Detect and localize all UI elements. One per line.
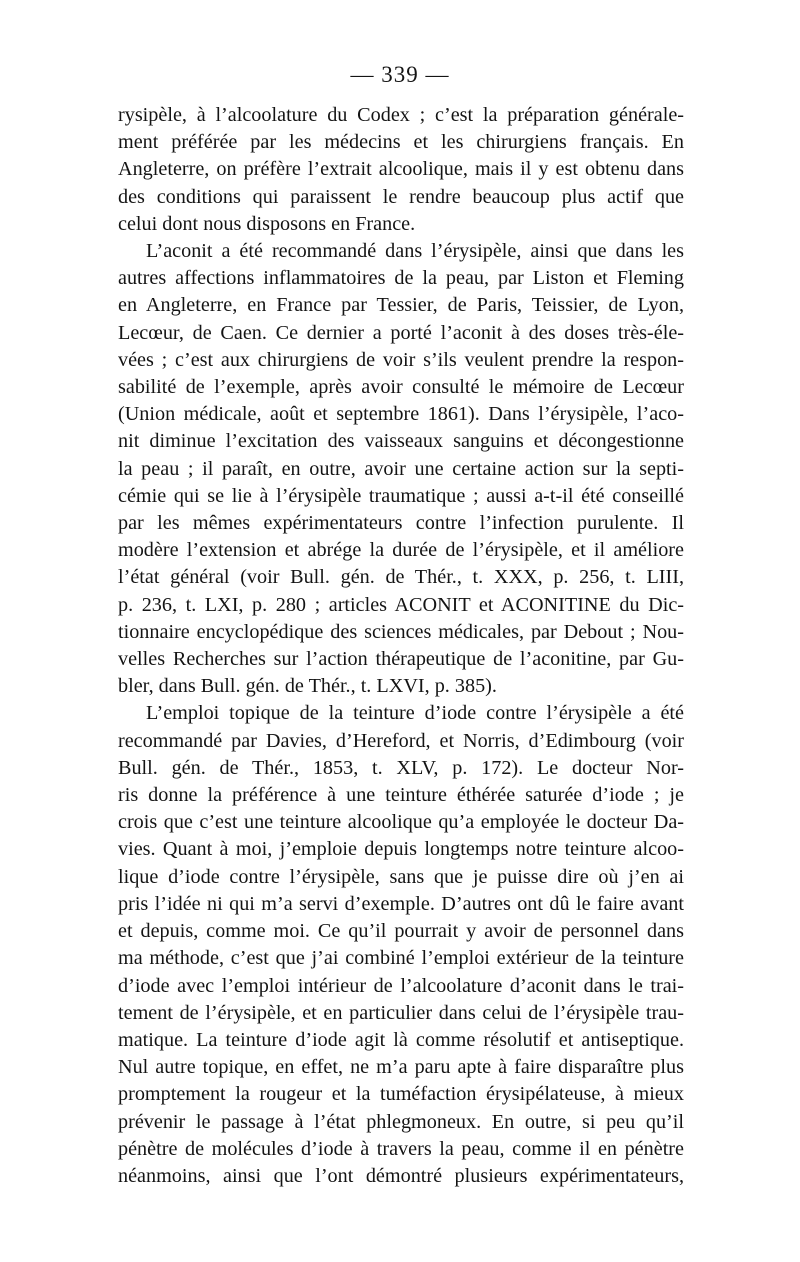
text-line: ment préférée par les médecins et les chirurgiens français. En (118, 131, 684, 154)
text-line: celui dont nous disposons en France. (118, 212, 416, 235)
text-line: vées ; c’est aux chirurgiens de voir s’ils veulent prendre la respon- (118, 348, 684, 371)
text-line: lique d’iode contre l’érysipèle, sans que je puisse dire où j’en ai (118, 865, 684, 888)
text-line: d’iode avec l’emploi intérieur de l’alcoolature d’aconit dans le trai- (118, 974, 684, 997)
text-line: la peau ; il paraît, en outre, avoir une certaine action sur la septi- (118, 457, 684, 480)
text-line: matique. La teinture d’iode agit là comme résolutif et antiseptique. (118, 1028, 684, 1051)
text-line: recommandé par Davies, d’Hereford, et Norris, d’Edimbourg (voir (118, 729, 684, 752)
text-line: modère l’extension et abrége la durée de l’érysipèle, et il améliore (118, 539, 684, 562)
text-line: l’état général (voir Bull. gén. de Thér., t. XXX, p. 256, t. LIII, (118, 566, 684, 589)
text-line: vies. Quant à moi, j’emploie depuis longtemps notre teinture alcoo- (118, 838, 684, 861)
text-line: tionnaire encyclopédique des sciences médicales, par Debout ; Nou- (118, 620, 684, 643)
text-line: cémie qui se lie à l’érysipèle traumatique ; aussi a-t-il été conseillé (118, 484, 684, 507)
text-line: prévenir le passage à l’état phlegmoneux. En outre, si peu qu’il (118, 1110, 684, 1133)
text-line: sabilité de l’exemple, après avoir consulté le mémoire de Lecœur (118, 376, 684, 399)
text-line: L’emploi topique de la teinture d’iode contre l’érysipèle a été (146, 702, 684, 725)
text-line: des conditions qui paraissent le rendre beaucoup plus actif que (118, 185, 684, 208)
text-line: Angleterre, on préfère l’extrait alcoolique, mais il y est obtenu dans (118, 158, 684, 181)
text-line: néanmoins, ainsi que l’ont démontré plusieurs expérimentateurs, (118, 1164, 684, 1187)
page-number: — 339 — (350, 62, 450, 87)
text-line: velles Recherches sur l’action thérapeutique de l’aconitine, par Gu- (118, 648, 684, 671)
paragraph-2 (118, 238, 684, 700)
text-line: autres affections inflammatoires de la peau, par Liston et Fleming (118, 267, 684, 290)
text-line: (Union médicale, août et septembre 1861). Dans l’érysipèle, l’aco- (118, 403, 684, 426)
text-line: en Angleterre, en France par Tessier, de Paris, Teissier, de Lyon, (118, 294, 684, 317)
paragraph-1 (118, 102, 684, 238)
text-line: bler, dans Bull. gén. de Thér., t. LXVI, p. 385). (118, 675, 497, 698)
text-line: nit diminue l’excitation des vaisseaux sanguins et décongestionne (118, 430, 684, 453)
text-line: ris donne la préférence à une teinture éthérée saturée d’iode ; je (118, 784, 684, 807)
text-line: ma méthode, c’est que j’ai combiné l’emploi extérieur de la teinture (118, 947, 684, 970)
paragraph-3 (118, 700, 684, 1190)
text-line: tement de l’érysipèle, et en particulier dans celui de l’érysipèle trau- (118, 1001, 684, 1024)
text-line: rysipèle, à l’alcoolature du Codex ; c’est la préparation générale- (118, 104, 684, 126)
text-line: par les mêmes expérimentateurs contre l’infection purulente. Il (118, 512, 684, 535)
text-line: pénètre de molécules d’iode à travers la peau, comme il en pénètre (118, 1137, 684, 1160)
text-line: crois que c’est une teinture alcoolique qu’a employée le docteur Da- (118, 811, 684, 834)
text-line: et depuis, comme moi. Ce qu’il pourrait y avoir de personnel dans (118, 920, 684, 943)
text-line: Lecœur, de Caen. Ce dernier a porté l’aconit à des doses très-éle- (118, 321, 684, 344)
text-line: promptement la rougeur et la tuméfaction érysipélateuse, à mieux (118, 1083, 684, 1106)
text-line: L’aconit a été recommandé dans l’érysipèle, ainsi que dans les (146, 240, 684, 263)
body-text (118, 102, 684, 1190)
text-line: Bull. gén. de Thér., 1853, t. XLV, p. 172). Le docteur Nor- (118, 756, 684, 779)
text-line: Nul autre topique, en effet, ne m’a paru apte à faire disparaître plus (118, 1056, 684, 1079)
text-line: pris l’idée ni qui m’a servi d’exemple. D’autres ont dû le faire avant (118, 892, 684, 915)
text-line: p. 236, t. LXI, p. 280 ; articles ACONIT et ACONITINE du Dic- (118, 593, 684, 616)
